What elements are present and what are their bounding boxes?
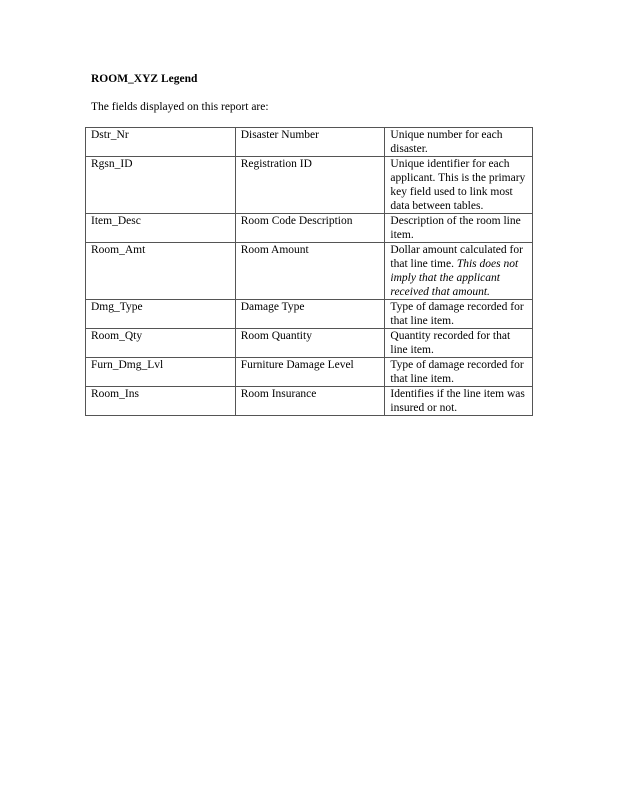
field-name-cell: Disaster Number — [235, 128, 385, 157]
field-name-cell: Room Insurance — [235, 387, 385, 416]
legend-table — [85, 127, 533, 416]
field-name-cell: Furniture Damage Level — [235, 358, 385, 387]
field-description-cell — [385, 243, 533, 300]
field-name-cell: Room Code Description — [235, 214, 385, 243]
description-text: Unique number for each disaster. — [390, 129, 503, 155]
description-text: Quantity recorded for that line item. — [390, 330, 511, 356]
field-description-cell — [385, 214, 533, 243]
field-code-cell: Room_Amt — [86, 243, 236, 300]
field-code-cell: Item_Desc — [86, 214, 236, 243]
description-text: Unique identifier for each applicant. This is the primary key field used to link most data between tables. — [390, 158, 526, 212]
description-text: Dollar amount calculated for that line time. — [390, 244, 523, 270]
field-name-cell: Room Amount — [235, 243, 385, 300]
field-code-cell: Room_Ins — [86, 387, 236, 416]
description-emphasis: This does not imply that the applicant received that amount. — [390, 258, 519, 298]
field-name-cell: Registration ID — [235, 157, 385, 214]
description-text: Identifies if the line item was insured or not. — [390, 388, 525, 414]
table-row — [86, 300, 533, 329]
field-code-cell: Furn_Dmg_Lvl — [86, 358, 236, 387]
table-row — [86, 157, 533, 214]
table-row — [86, 387, 533, 416]
field-code-cell: Room_Qty — [86, 329, 236, 358]
field-code-cell: Dstr_Nr — [86, 128, 236, 157]
field-description-cell — [385, 300, 533, 329]
field-code-cell: Rgsn_ID — [86, 157, 236, 214]
table-row — [86, 329, 533, 358]
intro-text: The fields displayed on this report are: — [91, 101, 269, 113]
field-description-cell — [385, 157, 533, 214]
field-name-cell: Damage Type — [235, 300, 385, 329]
field-code-cell: Dmg_Type — [86, 300, 236, 329]
table-row — [86, 358, 533, 387]
field-description-cell — [385, 358, 533, 387]
table-row — [86, 243, 533, 300]
description-text: Type of damage recorded for that line item. — [390, 359, 524, 385]
field-description-cell — [385, 128, 533, 157]
field-description-cell — [385, 387, 533, 416]
table-row — [86, 128, 533, 157]
table-row — [86, 214, 533, 243]
field-description-cell — [385, 329, 533, 358]
field-name-cell: Room Quantity — [235, 329, 385, 358]
description-text: Description of the room line item. — [390, 215, 521, 241]
page-title: ROOM_XYZ Legend — [91, 73, 198, 85]
description-text: Type of damage recorded for that line item. — [390, 301, 524, 327]
